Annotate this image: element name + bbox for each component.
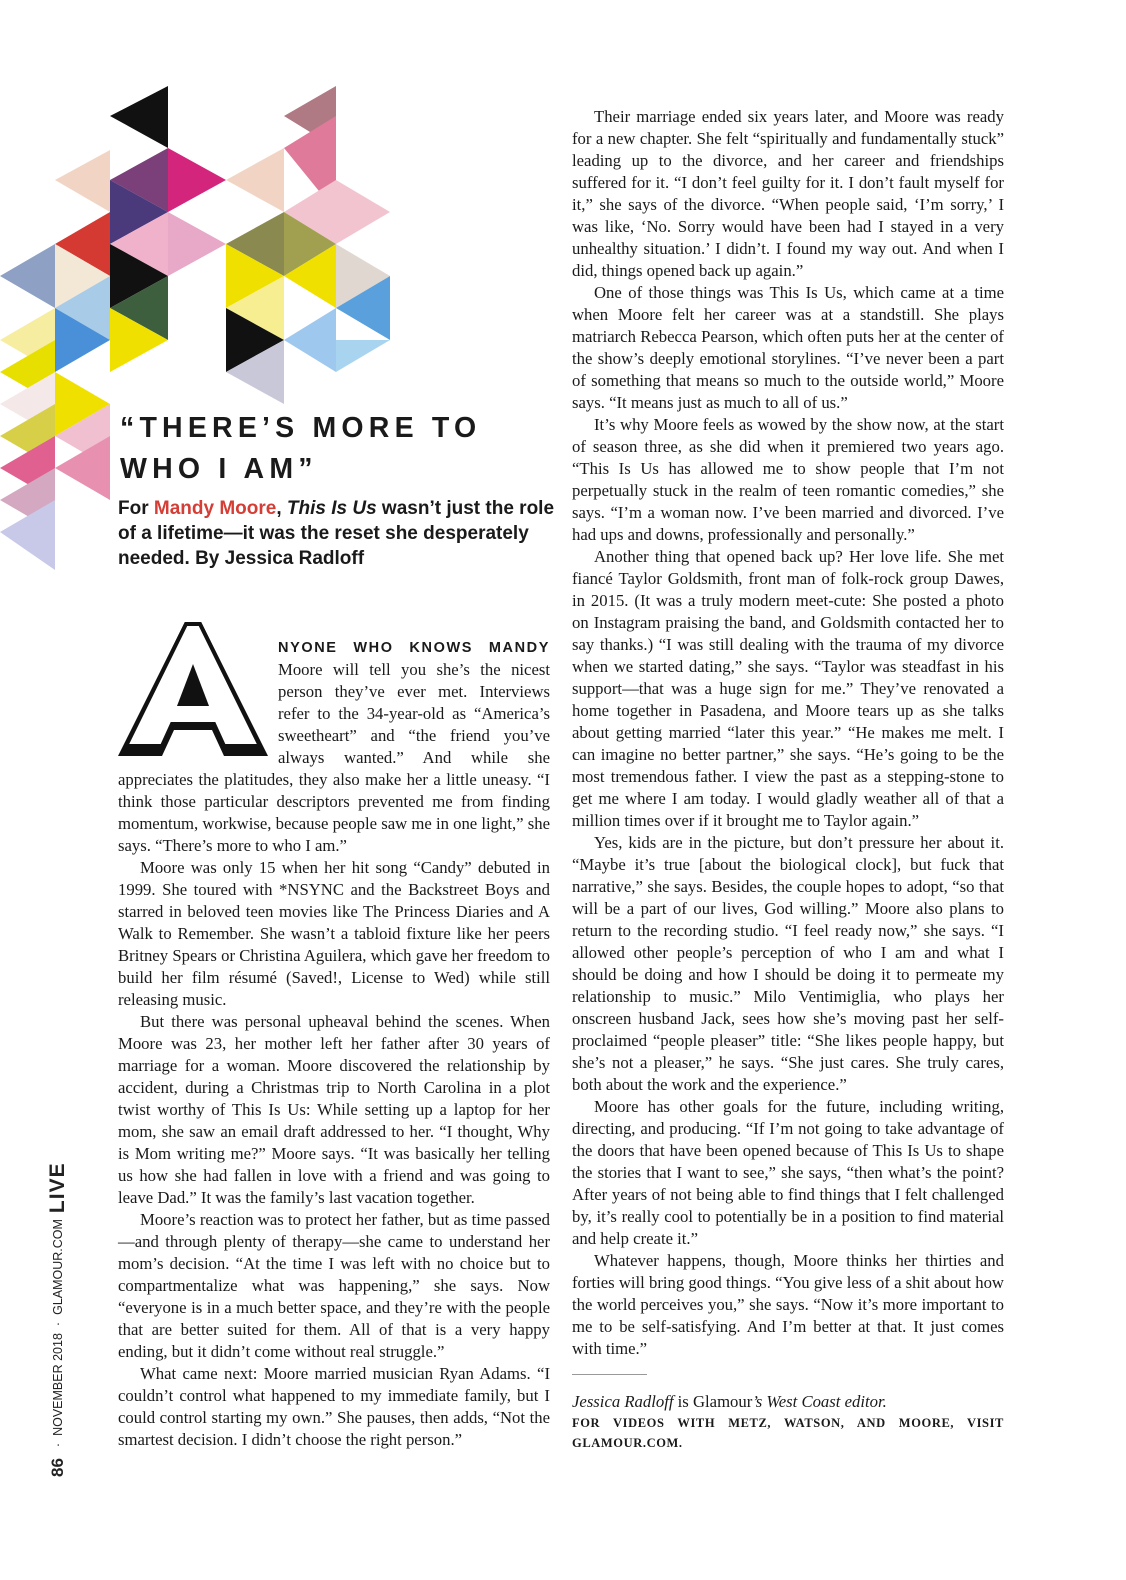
article-paragraph: Moore was only 15 when her hit song “Candy” debuted in 1999. She toured with *NSYNC and the Backstreet Boys and starred in beloved teen movies like The Princess Diaries and A Walk to Remember. She wasn’t a tabloid fixture like her peers Britney Spears or Christina Aguilera, which gave her freedom to build her film résumé (Saved!, License to Wed) while still releasing music. — [118, 858, 550, 1009]
author-role: ’s West Coast editor. — [752, 1392, 887, 1411]
article-paragraph: Another thing that opened back up? Her love life. She met fiancé Taylor Goldsmith, front man of folk-rock group Dawes, in 2015. (It was a truly modern meet-cute: She posted a photo on Instagram praising the band, and Goldsmith contacted her to say thanks.) “I was still dealing with the trauma of my divorce when we started dating,” she says. “Taylor was steadfast in his support—that was a huge sign for me.” They’ve renovated a home together in Pasadena, and Moore tears up as she talks about getting married “later this year.” “He makes me melt. I can imagine no better partner,” she says. “He’s going to be the most tremendous father. I view the past as a stepping-stone to get me where I am today. I would gladly weather all of that a million times over if it brought me to Taylor again.” — [572, 547, 1004, 830]
site-name: GLAMOUR.COM — [51, 1219, 65, 1315]
dek-pre: For — [118, 498, 154, 519]
headline-line-1: “THERE’S MORE TO — [120, 412, 482, 444]
article-paragraph: Their marriage ended six years later, and Moore was ready for a new chapter. She felt “spiritually and fundamentally stuck” leading up to the divorce, and her career and friendships suffered for it. “I don’t feel guilty for it. I don’t fault myself for it,” she says of the divorce. “When people said, ‘I’m sorry,’ I was like, ‘No. Sorry would have been had I stayed in a very unhealthy situation.’ I didn’t. I found my way out. And when I did, things opened back up again.” — [572, 107, 1004, 280]
author-bio — [572, 1391, 1004, 1413]
article-paragraph: What came next: Moore married musician Ryan Adams. “I couldn’t control what happened to my immediate family, but I could control starting my own.” She pauses, then adds, “Not the smartest decision. I didn’t choose the right person.” — [118, 1364, 550, 1449]
headline-line-2: WHO I AM” — [120, 453, 318, 485]
article-paragraph: Moore has other goals for the future, including writing, directing, and producing. “If I’m not going to take advantage of the doors that have been opened because of This Is Us to shape the stories that I want to see,” she says, “then what’s the point? After years of not being able to find things that I felt challenged by, it’s really cool to potentially be in a position to find material and help create it.” — [572, 1097, 1004, 1248]
dek-subject-name: Mandy Moore — [153, 498, 277, 519]
bio-is: is — [673, 1392, 693, 1411]
divider — [572, 1374, 647, 1375]
dek-show-title: This Is Us — [286, 498, 377, 519]
paragraph-text: Moore will tell you she’s the nicest person they’ve ever met. Interviews refer to the 34-year-old as “America’s sweetheart” and “the friend you’ve always wanted.” And while she appreciates the platitudes, they also make her a little uneasy. “I think those particular descriptors prevented me from finding momentum, workwise, because people saw me in one light,” she says. “There’s more to who I am.” — [118, 660, 550, 855]
drop-cap-letter: A — [193, 739, 195, 741]
article-paragraph: But there was personal upheaval behind the scenes. When Moore was 23, her mother left her father after 30 years of marriage for a woman. Moore discovered the relationship by accident, during a Christmas trip to North Carolina in a plot twist worthy of This Is Us: While setting up a laptop for her mom, she saw an email draft addressed to her. “I thought, Why is Mom writing me?” Moore says. “It was basically her telling us how she had fallen in love with a friend and was going to leave Dad.” It was the family’s last vacation together. — [118, 1012, 550, 1207]
headline — [120, 408, 540, 490]
folio — [43, 1162, 73, 1477]
section-name: LIVE — [46, 1162, 69, 1214]
article-paragraph — [118, 636, 550, 857]
article-paragraph: Whatever happens, though, Moore thinks her thirties and forties will bring good things. “You give less of a shit about how the world perceives you,” she says. “Now it’s more important to me to be self-satisfying. And I’m better at that. It just comes with time.” — [572, 1251, 1004, 1358]
issue-date: NOVEMBER 2018 — [51, 1333, 65, 1436]
lead-in: NYONE WHO KNOWS MANDY — [278, 640, 550, 656]
author-name: Jessica Radloff — [572, 1392, 674, 1411]
drop-cap — [114, 620, 272, 760]
dek-mid: , — [276, 498, 287, 519]
article-paragraph: Moore’s reaction was to protect her father, but as time passed—and through plenty of therapy—she came to understand her mom’s decision. “At the time I was left with no choice but to compartmentalize what was happening,” she says. Now “everyone is in a much better space, and they’re with the people that are better suited for them. All of that is a very happy ending, but it didn’t come without real struggle.” — [118, 1210, 550, 1361]
publication-name: Glamour — [692, 1392, 753, 1411]
separator: · — [51, 1442, 65, 1448]
article-column-right — [572, 106, 1004, 1453]
article-paragraph: Yes, kids are in the picture, but don’t pressure her about it. “Maybe it’s true [about the biological clock], but fuck that narrative,” she says. Besides, the couple hopes to adopt, “so that will be a part of our lives, God willing.” Moore also plans to return to the recording studio. “I feel ready now,” she says. “I allowed other people’s perception of who I am and what I should be doing and how I should be doing it to permeate my relationship to music.” Milo Ventimiglia, who plays her onscreen husband Jack, sees how she’s moving past her self-proclaimed “people pleaser” title: “She likes people happy, but she’s not a pleaser,” he says. “She just cares. She truly cares, both about the work and the experience.” — [572, 833, 1004, 1094]
page-number: 86 — [48, 1458, 67, 1477]
video-cta: FOR VIDEOS WITH METZ, WATSON, AND MOORE, VISIT GLAMOUR.COM. — [572, 1416, 1004, 1450]
article-paragraph: One of those things was This Is Us, which came at a time when Moore felt her career was at a standstill. She plays matriarch Rebecca Pearson, which often puts her at the center of the show’s deeply emotional storylines. “I’ve never been a part of something that means so much to the outside world,” Moore says. “It means just as much to all of us.” — [572, 283, 1004, 412]
separator: · — [51, 1321, 65, 1327]
dek-post: wasn’t just the role of a lifetime—it was the reset she desperately needed. By Jessica Radloff — [118, 498, 555, 569]
article-column-left — [118, 636, 550, 1451]
article-paragraph: It’s why Moore feels as wowed by the show now, at the start of season three, as she did when it premiered two years ago. “This Is Us has allowed me to show people that I’m not perpetually stuck in the realm of teen romantic comedies,” she says. “I’m a woman now. I’ve been married and divorced. I’ve had ups and downs, professionally and personally.” — [572, 415, 1004, 544]
dek — [118, 496, 558, 571]
